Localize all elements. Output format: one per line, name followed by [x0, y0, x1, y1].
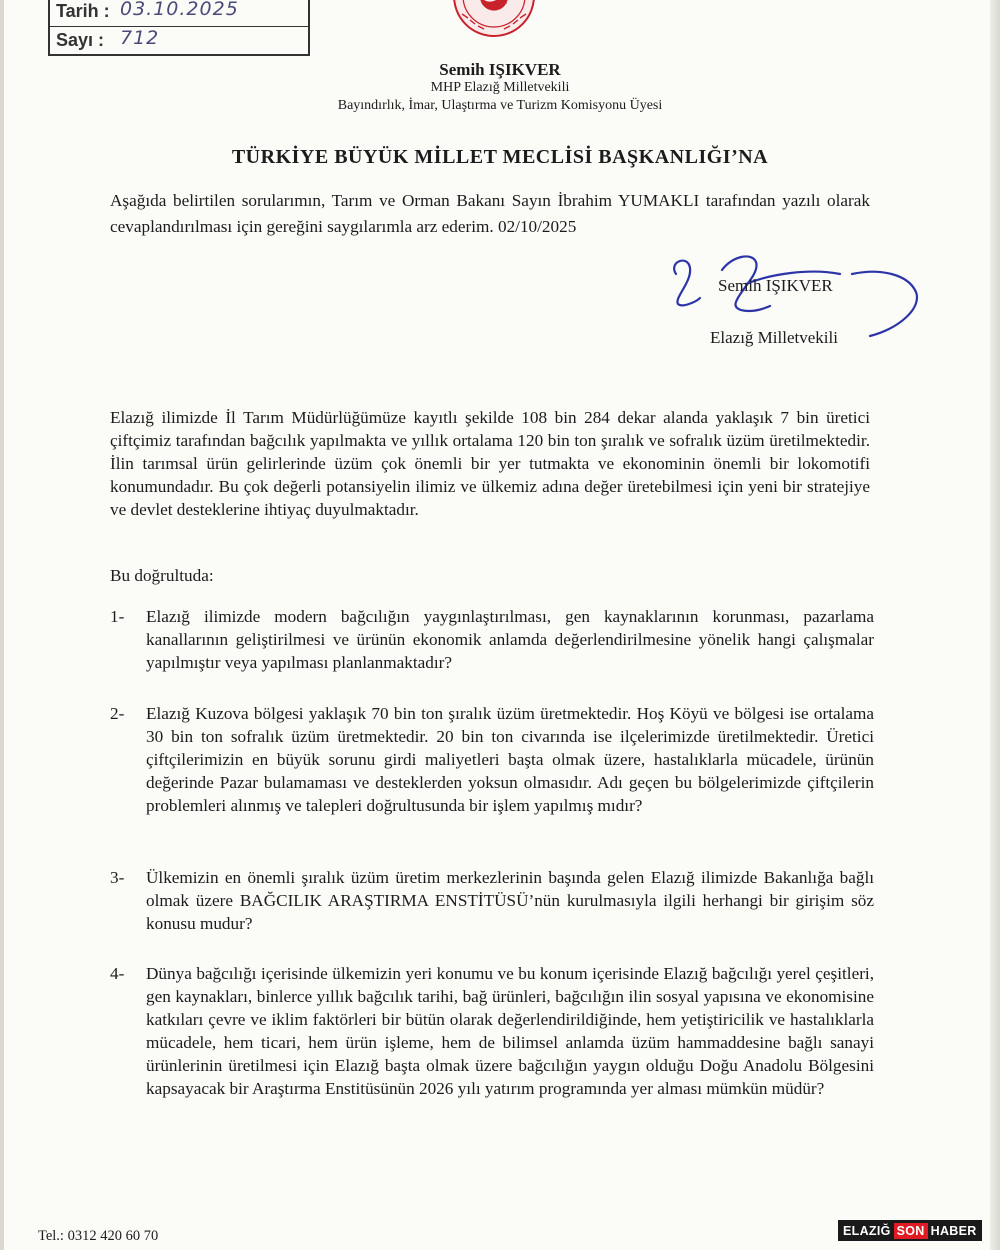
questions-lead: Bu doğrultuda: — [110, 566, 214, 585]
brand-mid: SON — [894, 1223, 928, 1239]
stamp-number-value: 712 — [120, 27, 160, 49]
stamp-number-row — [50, 27, 308, 55]
page-edge-right — [990, 0, 1000, 1250]
sender-role: MHP Elazığ Milletvekili — [430, 80, 570, 95]
footer-telephone: Tel.: 0312 420 60 70 — [38, 1228, 159, 1244]
brand-left: ELAZIĞ — [843, 1223, 891, 1238]
intro-paragraph: Aşağıda belirtilen sorularımın, Tarım ve Orman Bakanı Sayın İbrahim YUMAKLI tarafından yazılı olarak cevaplandırılması için gereğini saygılarımla arz ederim. 02/10/2025 — [110, 191, 870, 236]
question-text: Ülkemizin en önemli şıralık üzüm üretim merkezlerinin başında gelen Elazığ ilimizde Bakanlığa bağlı olmak üzere BAĞCILIK ARAŞTIRMA ENSTİTÜSÜ’nün kurulmasıyla ilgili herhangi bir girişim söz konusu mudur? — [146, 868, 874, 933]
stamp-date-label: Tarih : — [56, 1, 110, 21]
news-brand-watermark — [838, 1220, 982, 1241]
signature-role: Elazığ Milletvekili — [710, 328, 838, 347]
registry-stamp — [48, 0, 310, 56]
stamp-date-row — [50, 0, 308, 27]
question-item — [110, 605, 874, 674]
question-item — [110, 962, 874, 1100]
question-text: Elazığ ilimizde modern bağcılığın yaygınlaştırılması, gen kaynaklarının korunması, pazarlama kanallarının geliştirilmesi ve ürünün ekonomik anlamda değerlendirilmesine yönelik hangi çalışmalar yapılmıştır veya yapılması planlanmaktadır? — [146, 607, 874, 672]
context-paragraph: Elazığ ilimizde İl Tarım Müdürlüğümüze kayıtlı şekilde 108 bin 284 dekar alanda yaklaşık 7 bin üretici çiftçimiz tarafından bağcılık yapılmakta ve yıllık ortalama 120 bin ton şıralık ve sofralık üzüm üretilmektedir. İlin tarımsal ürün gelirlerinde üzüm çok önemli bir yer tutmakta ve ekonominin önemli bir lokomotifi konumundadır. Bu çok değerli potansiyelin ilimiz ve ülkemiz adına değer üretebilmesi için yeni bir stratejiye ve devlet desteklerine ihtiyaç duyulmaktadır. — [110, 408, 870, 519]
question-number: 4- — [110, 964, 125, 983]
tbmm-emblem-icon — [448, 0, 540, 40]
question-item — [110, 866, 874, 935]
question-item — [110, 702, 874, 817]
stamp-date-value: 03.10.2025 — [120, 0, 239, 20]
signature-name: Semih IŞIKVER — [718, 276, 833, 295]
question-text: Elazığ Kuzova bölgesi yaklaşık 70 bin ton şıralık üzüm üretmektedir. Hoş Köyü ve bölgesi ise ortalama 30 bin ton sofralık üzüm üretmektedir. 20 bin ton civarında ise ilçelerimizde üretilmektedir. Üretici çiftçilerimizin en büyük sorunu girdi maliyetleri başta olmak üzere, hastalıklarla mücadele, ürünün değerinde Pazar bulamaması ve desteklerden yoksun olmasıdır. Adı geçen bu bölgelerimizde çiftçilerin problemleri alınmış ve talepleri doğrultusunda bir işlem yapılmış mıdır? — [146, 704, 874, 815]
stamp-number-label: Sayı : — [56, 30, 105, 50]
question-number: 1- — [110, 607, 125, 626]
document-title: TÜRKİYE BÜYÜK MİLLET MECLİSİ BAŞKANLIĞI’NA — [231, 146, 769, 168]
page-edge-left — [0, 0, 4, 1250]
question-number: 3- — [110, 868, 125, 887]
sender-name: Semih IŞIKVER — [439, 60, 561, 79]
brand-right: HABER — [930, 1223, 977, 1238]
question-number: 2- — [110, 704, 125, 723]
sender-committee: Bayındırlık, İmar, Ulaştırma ve Turizm Komisyonu Üyesi — [337, 98, 663, 113]
question-text: Dünya bağcılığı içerisinde ülkemizin yeri konumu ve bu konum içerisinde Elazığ bağcılığı yerel çeşitleri, gen kaynakları, binlerce yıllık bağcılık tarihi, bağ ürünleri, bağcılığın ilin sosyal yapısına ve ekonomisine katkıları çevre ve iklim faktörleri bir bütün olarak değerlendirildiğinde, hem yetiştiricilik ve hastalıklarla mücadele, hem ticari, hem ürün işleme, hem de bilimsel anlamda üzüm hammaddesine bağlı sanayi ürünlerinin üretilmesi için Elazığ başta olmak üzere bağcılığın yaygın olduğu Doğu Anadolu Bölgesini kapsayacak bir Araştırma Enstitüsünün 2026 yılı yatırım programında yer alması mümkün müdür? — [146, 964, 874, 1098]
